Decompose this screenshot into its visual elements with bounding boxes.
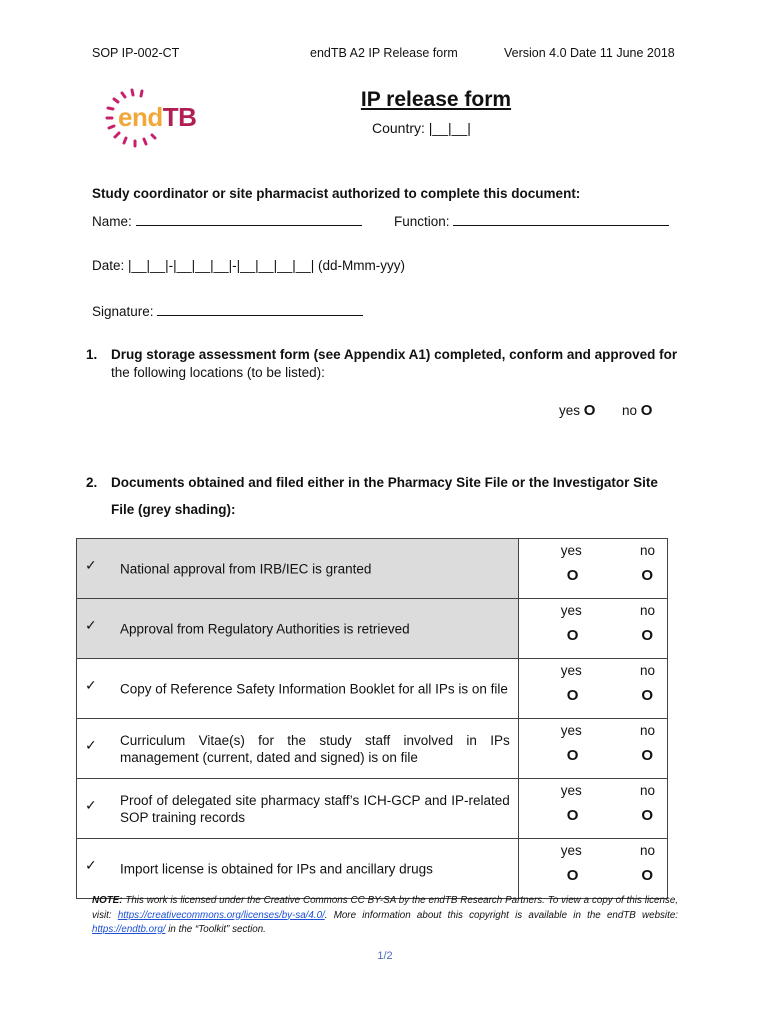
no-label: no: [639, 543, 655, 558]
no-label: no: [639, 603, 655, 618]
yes-label: yes: [560, 723, 582, 738]
row-yes-no-cell: [518, 599, 667, 659]
row-yes-no-cell: [518, 839, 667, 899]
row-description-cell: [77, 599, 519, 659]
row-description: Curriculum Vitae(s) for the study staff involved in IPs management (current, dated and signed) is on file: [120, 732, 510, 765]
section1-no-label: no: [622, 403, 638, 418]
section1-no-radio[interactable]: O: [640, 402, 653, 419]
license-link[interactable]: https://creativecommons.org/licenses/by-sa/4.0/: [117, 909, 325, 921]
note-text-3: in the “Toolkit” section.: [165, 924, 266, 935]
function-line: [453, 213, 669, 226]
no-radio[interactable]: O: [641, 687, 653, 704]
documents-table: [76, 538, 668, 899]
no-radio[interactable]: O: [641, 627, 653, 644]
section1-heading-rest: the following locations (to be listed):: [111, 365, 325, 380]
note-label: NOTE:: [92, 895, 123, 906]
row-description: Import license is obtained for IPs and ancillary drugs: [120, 861, 433, 876]
logo-text-tb: TB: [162, 102, 197, 132]
checkmark-icon: ✓: [85, 737, 97, 753]
row-description: Copy of Reference Safety Information Booklet for all IPs is on file: [120, 681, 508, 696]
table-row: [77, 779, 668, 839]
row-description: National approval from IRB/IEC is granted: [120, 561, 372, 576]
note-text-2: . More information about this copyright is available in the endTB website:: [324, 909, 678, 921]
date-field[interactable]: Date: |__|__|-|__|__|__|-|__|__|__|__| (dd-Mmm-yyy): [92, 258, 405, 273]
section1-yes-label: yes: [559, 403, 581, 418]
authorized-heading: Study coordinator or site pharmacist authorized to complete this document:: [92, 186, 581, 201]
row-description: Proof of delegated site pharmacy staff’s ICH-GCP and IP-related SOP training records: [120, 792, 510, 825]
name-line: [136, 213, 362, 226]
header-doc-title: endTB A2 IP Release form: [310, 46, 458, 60]
no-radio[interactable]: O: [641, 867, 653, 884]
license-note: [92, 894, 678, 938]
yes-radio[interactable]: O: [566, 867, 579, 884]
row-description-cell: [77, 539, 519, 599]
page-number: 1/2: [377, 950, 393, 962]
checkmark-icon: ✓: [85, 677, 97, 693]
checkmark-icon: ✓: [85, 617, 97, 633]
no-label: no: [639, 723, 655, 738]
yes-radio[interactable]: O: [566, 687, 579, 704]
no-radio[interactable]: O: [641, 807, 653, 824]
row-description: Approval from Regulatory Authorities is retrieved: [120, 621, 410, 636]
no-label: no: [639, 843, 655, 858]
table-row: [77, 539, 668, 599]
no-label: no: [639, 783, 655, 798]
signature-label: Signature:: [92, 304, 154, 319]
yes-radio[interactable]: O: [566, 627, 579, 644]
function-field[interactable]: [394, 213, 669, 229]
country-field: Country: |__|__|: [372, 120, 471, 136]
yes-label: yes: [560, 543, 582, 558]
website-link[interactable]: https://endtb.org/: [92, 924, 166, 935]
row-description-cell: [77, 719, 519, 779]
no-radio[interactable]: O: [641, 747, 653, 764]
yes-label: yes: [560, 783, 582, 798]
yes-label: yes: [560, 843, 582, 858]
table-row: [77, 839, 668, 899]
section1-yes-radio[interactable]: O: [583, 402, 596, 419]
note-text-1: This work is licensed under the Creative Commons CC BY-SA by the endTB Research Partners. To view a copy of this license, visit:: [92, 895, 678, 921]
header-doc-id: SOP IP-002-CT: [92, 46, 180, 60]
yes-radio[interactable]: O: [566, 567, 579, 584]
section2-heading-line2: File (grey shading):: [111, 502, 236, 517]
function-label: Function:: [394, 214, 450, 229]
section1-yes-option[interactable]: [559, 402, 595, 419]
section2-number: 2.: [86, 475, 98, 490]
section1-no-option[interactable]: [622, 402, 652, 419]
row-yes-no-cell: [518, 719, 667, 779]
checkmark-icon: ✓: [85, 857, 97, 873]
signature-field[interactable]: [92, 303, 363, 319]
name-field[interactable]: [92, 213, 362, 229]
row-description-cell: [77, 659, 519, 719]
row-yes-no-cell: [518, 659, 667, 719]
checkmark-icon: ✓: [85, 797, 97, 813]
no-label: no: [639, 663, 655, 678]
checkmark-icon: ✓: [85, 557, 97, 573]
header-version: Version 4.0 Date 11 June 2018: [504, 46, 675, 60]
yes-label: yes: [560, 603, 582, 618]
row-yes-no-cell: [518, 539, 667, 599]
yes-radio[interactable]: O: [566, 807, 579, 824]
section1-heading: Drug storage assessment form (see Appendix A1) completed, conform and approved for: [111, 347, 678, 362]
no-radio[interactable]: O: [641, 567, 653, 584]
table-row: [77, 599, 668, 659]
yes-radio[interactable]: O: [566, 747, 579, 764]
name-label: Name:: [92, 214, 132, 229]
row-yes-no-cell: [518, 779, 667, 839]
signature-line: [157, 303, 363, 316]
table-row: [77, 659, 668, 719]
logo-text-end: end: [118, 102, 163, 132]
section2-heading: Documents obtained and filed either in the Pharmacy Site File or the Investigator Site: [111, 475, 658, 490]
section1-number: 1.: [86, 347, 98, 362]
row-description-cell: [77, 839, 519, 899]
page-title: IP release form: [360, 88, 512, 111]
row-description-cell: [77, 779, 519, 839]
yes-label: yes: [560, 663, 582, 678]
table-row: [77, 719, 668, 779]
